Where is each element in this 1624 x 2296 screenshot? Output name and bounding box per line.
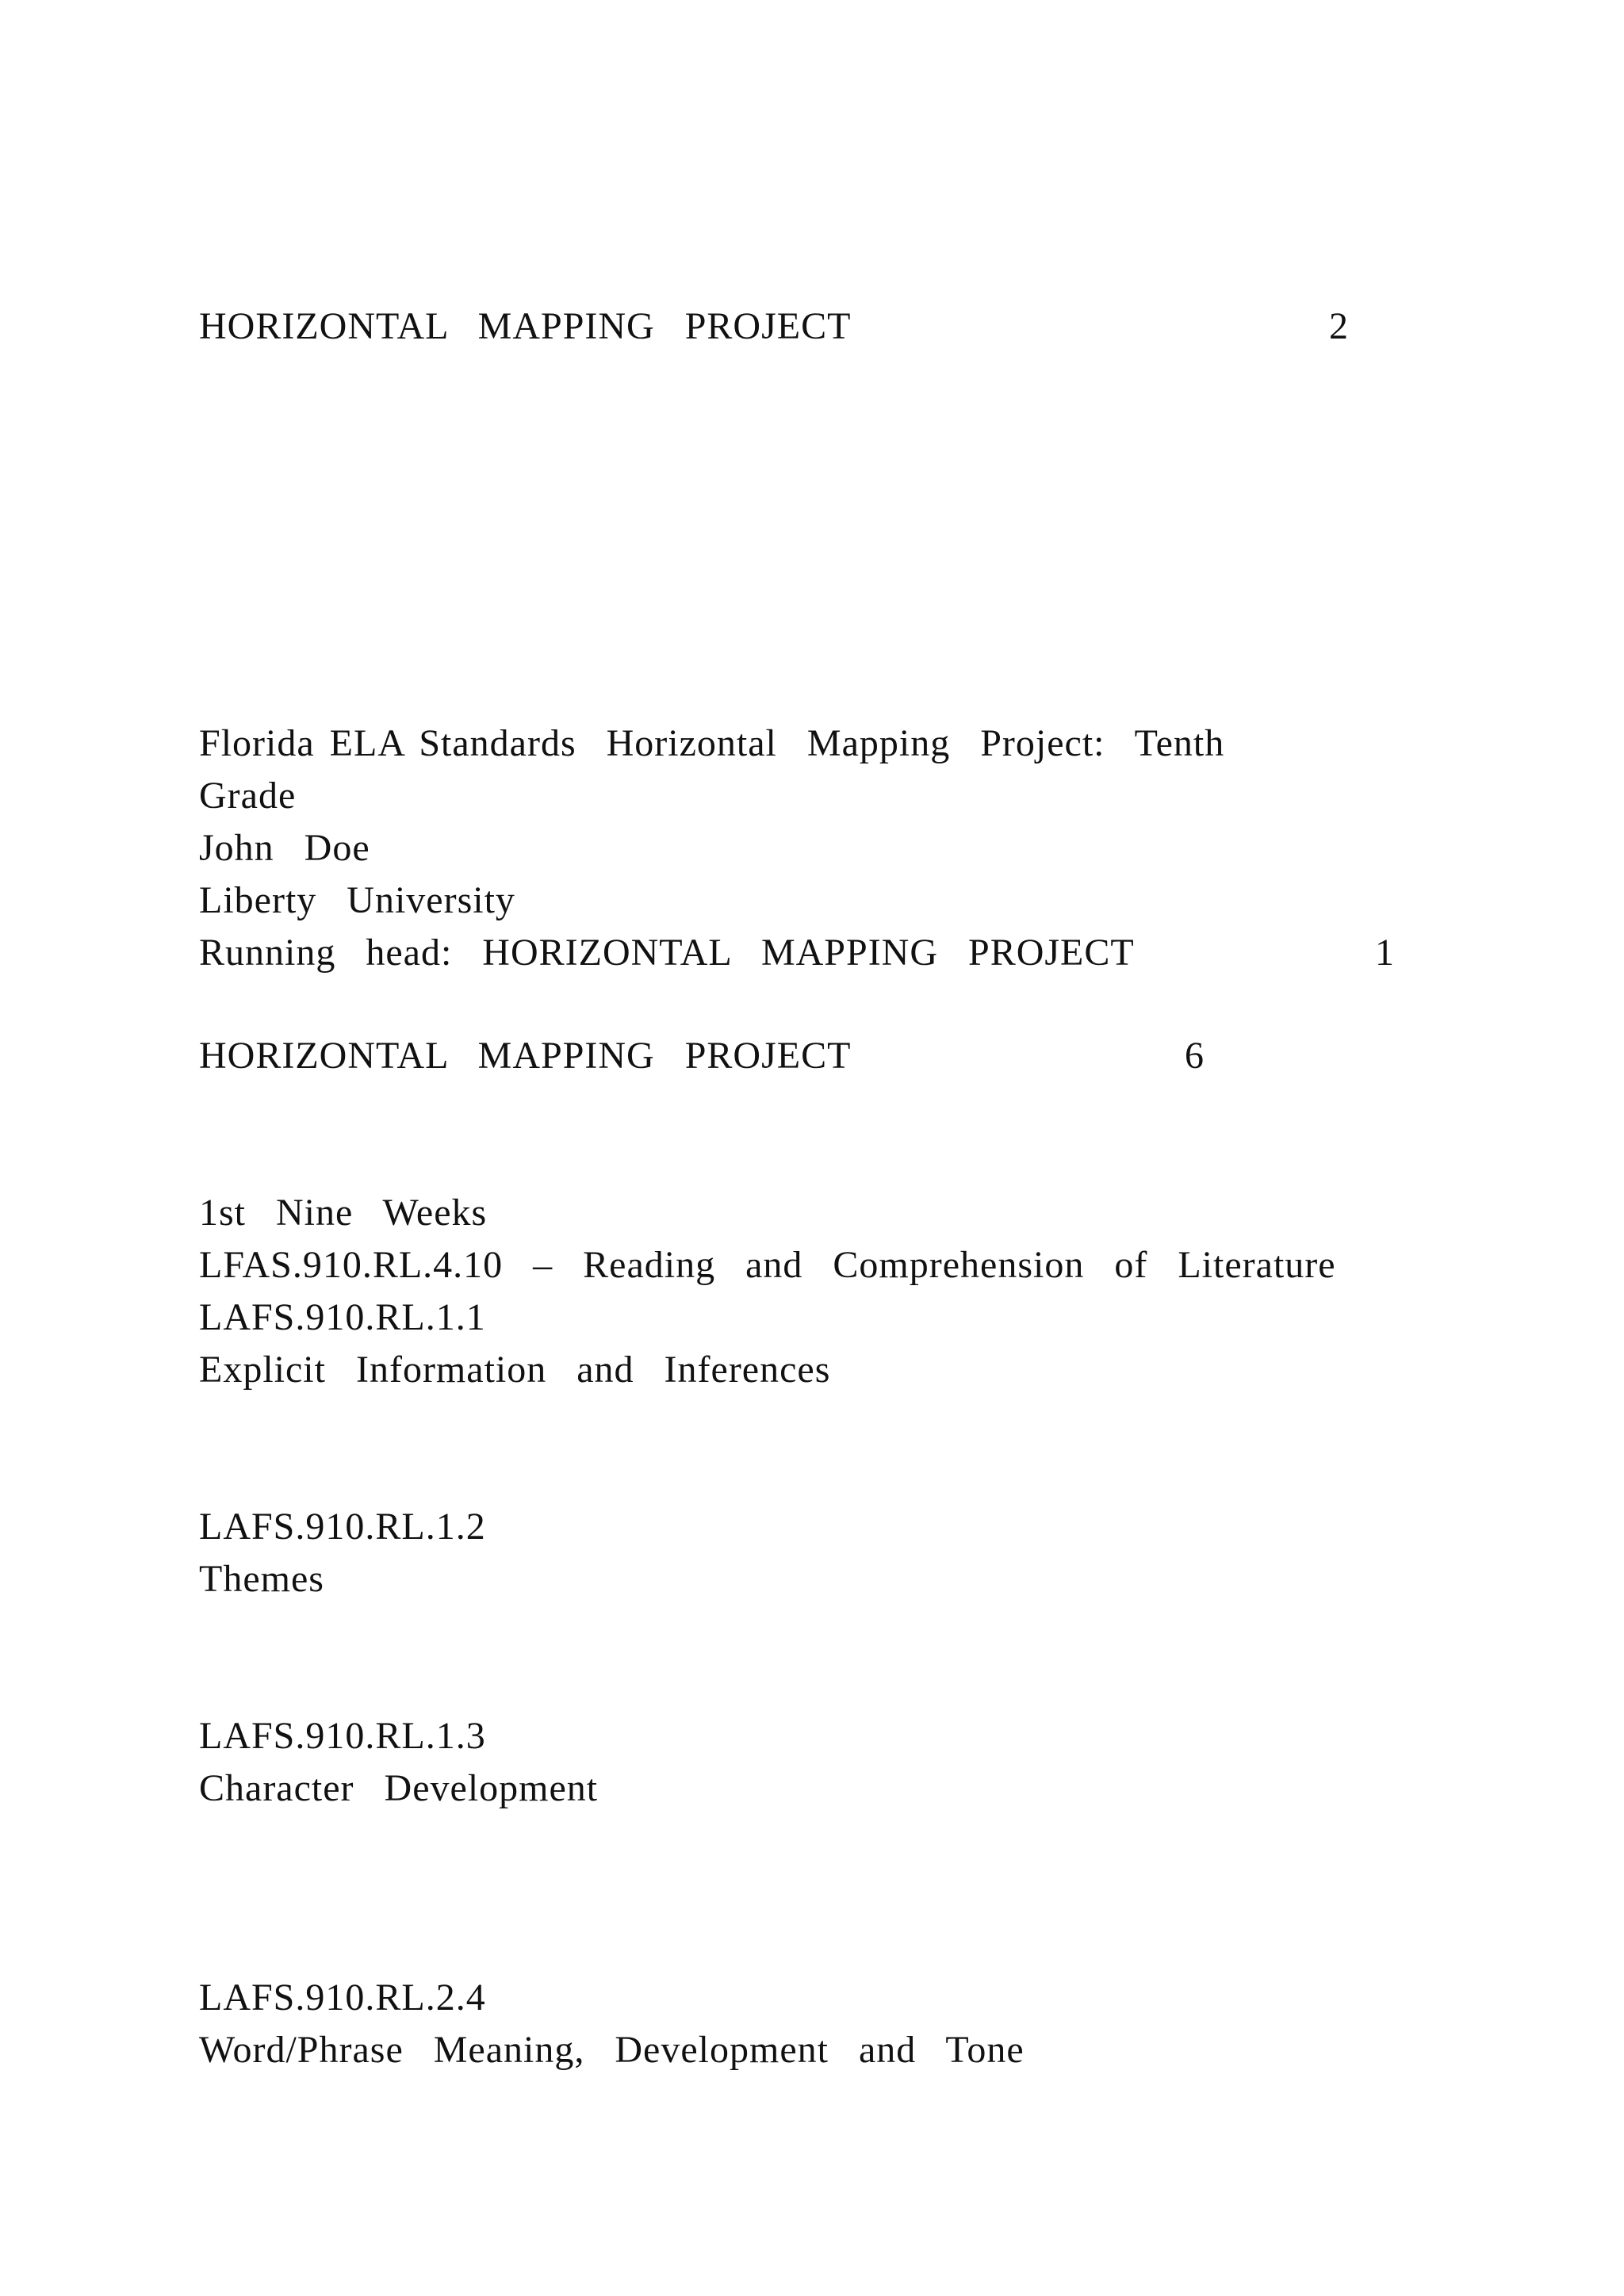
paper-title-line-1: Florida ELA Standards Horizontal Mapping Project: Tenth — [199, 722, 1225, 764]
standard-main: LFAS.910.RL.4.10 – Reading and Comprehension of Literature — [199, 1244, 1336, 1286]
running-head: Running head: HORIZONTAL MAPPING PROJECT — [199, 932, 1135, 974]
institution-name: Liberty University — [199, 879, 515, 921]
standard-description: Character Development — [199, 1767, 599, 1809]
author-name: John Doe — [199, 827, 370, 869]
standard-code: LAFS.910.RL.2.4 — [199, 1976, 486, 2019]
standard-code: LAFS.910.RL.1.2 — [199, 1506, 486, 1548]
standard-description: Word/Phrase Meaning, Development and Tone — [199, 2029, 1025, 2071]
section-heading: 1st Nine Weeks — [199, 1192, 488, 1234]
page-number: 2 — [1329, 305, 1348, 347]
running-header-title: HORIZONTAL MAPPING PROJECT — [199, 1035, 852, 1077]
running-header-title: HORIZONTAL MAPPING PROJECT — [199, 305, 852, 347]
page-number: 1 — [1375, 932, 1394, 974]
standard-description: Explicit Information and Inferences — [199, 1349, 831, 1391]
standard-description: Themes — [199, 1558, 324, 1600]
page-number: 6 — [1185, 1035, 1204, 1077]
standard-code: LAFS.910.RL.1.1 — [199, 1296, 486, 1338]
paper-title-line-2: Grade — [199, 775, 297, 817]
standard-code: LAFS.910.RL.1.3 — [199, 1715, 486, 1757]
